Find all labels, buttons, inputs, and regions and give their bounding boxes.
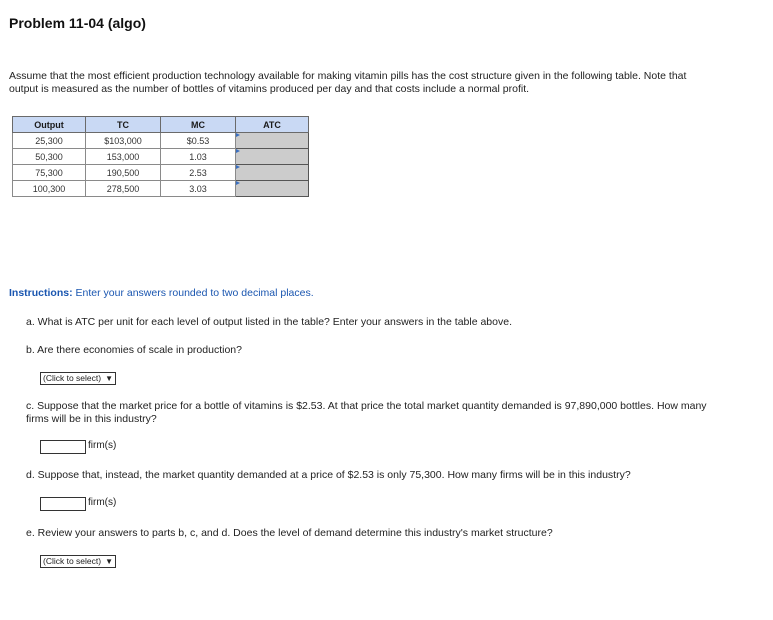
question-d: d. Suppose that, instead, the market quantity demanded at a price of $2.53 is only 75,300. How many firms will be in this industry? — [26, 469, 631, 481]
table-row — [13, 133, 309, 149]
table-row — [13, 181, 309, 197]
cell-tc: 153,000 — [86, 149, 161, 165]
cell-output: 50,300 — [13, 149, 86, 165]
header-mc: MC — [161, 117, 236, 133]
cell-output: 75,300 — [13, 165, 86, 181]
header-tc: TC — [86, 117, 161, 133]
cell-mc: 1.03 — [161, 149, 236, 165]
table-row — [13, 149, 309, 165]
instructions-text: Enter your answers rounded to two decimal places. — [75, 287, 314, 299]
firms-unit-d: firm(s) — [88, 497, 117, 508]
firms-input-d[interactable] — [40, 497, 86, 511]
atc-input[interactable] — [236, 181, 309, 197]
atc-input[interactable] — [236, 133, 309, 149]
atc-input[interactable] — [236, 165, 309, 181]
select-label: (Click to select) — [43, 556, 102, 566]
chevron-down-icon: ▼ — [105, 557, 114, 566]
cell-tc: 190,500 — [86, 165, 161, 181]
cell-mc: 3.03 — [161, 181, 236, 197]
table-row — [13, 165, 309, 181]
cell-output: 25,300 — [13, 133, 86, 149]
cost-table — [12, 116, 309, 197]
question-c: c. Suppose that the market price for a bottle of vitamins is $2.53. At that price the total market quantity demanded is 97,890,000 bottles. How many firms will be in this industry? — [26, 400, 707, 425]
atc-input[interactable] — [236, 149, 309, 165]
cell-output: 100,300 — [13, 181, 86, 197]
question-a: a. What is ATC per unit for each level of output listed in the table? Enter your answers in the table above. — [26, 316, 512, 328]
economies-of-scale-select[interactable] — [40, 372, 116, 385]
firms-input-c[interactable] — [40, 440, 86, 454]
firms-unit-c: firm(s) — [88, 440, 117, 451]
chevron-down-icon: ▼ — [105, 374, 114, 383]
market-structure-select[interactable] — [40, 555, 116, 568]
question-e: e. Review your answers to parts b, c, and d. Does the level of demand determine this industry's market structure? — [26, 527, 553, 539]
question-b: b. Are there economies of scale in production? — [26, 344, 242, 356]
cell-mc: 2.53 — [161, 165, 236, 181]
cell-tc: 278,500 — [86, 181, 161, 197]
problem-intro: Assume that the most efficient production technology available for making vitamin pills has the cost structure given in the following table. Note that output is measured as the number of bottles of vitamins produced per day and that costs include a normal profit. — [9, 70, 687, 95]
cell-mc: $0.53 — [161, 133, 236, 149]
header-output: Output — [13, 117, 86, 133]
page-title: Problem 11-04 (algo) — [9, 15, 146, 31]
header-atc: ATC — [236, 117, 309, 133]
select-label: (Click to select) — [43, 373, 102, 383]
instructions — [9, 287, 314, 299]
instructions-label: Instructions: — [9, 287, 73, 299]
table-header-row — [13, 117, 309, 133]
cell-tc: $103,000 — [86, 133, 161, 149]
